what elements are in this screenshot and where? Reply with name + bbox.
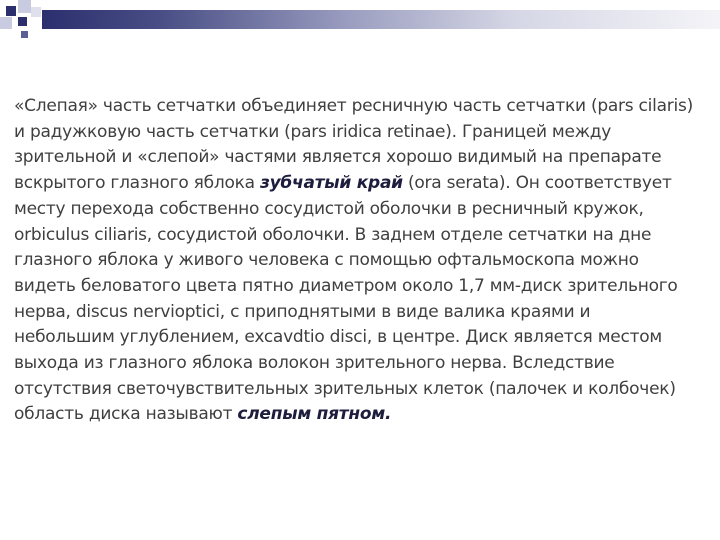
- header-gradient-bar: [42, 10, 720, 29]
- text-line: отсутствия светочувствительных зрительных клеток (палочек и колбочек): [14, 378, 676, 399]
- decor-square-light-3: [31, 7, 41, 17]
- text-line: [14, 171, 710, 197]
- text-segment: (ora serata). Он соответствует: [402, 173, 672, 194]
- decor-square-light-2: [0, 17, 12, 29]
- main-paragraph: [14, 94, 710, 428]
- decor-square-dark-1: [6, 6, 16, 16]
- text-line: [14, 402, 710, 428]
- text-line: «Слепая» часть сетчатки объединяет ресничную часть сетчатки (pars cilaris): [14, 96, 693, 116]
- text-line: orbiculus ciliaris, сосудистой оболочки. В заднем отделе сетчатки на дне: [14, 224, 652, 245]
- text-segment: вскрытого глазного яблока: [14, 173, 260, 194]
- text-segment: область диска называют: [14, 404, 238, 425]
- text-line: и радужковую часть сетчатки (pars iridica retinae). Границей между: [14, 121, 612, 142]
- decor-square-dark-3: [21, 31, 28, 38]
- header-decoration: [0, 0, 720, 40]
- text-line: месту перехода собственно сосудистой оболочки в ресничный кружок,: [14, 198, 644, 219]
- text-line: видеть беловатого цвета пятно диаметром около 1,7 мм-диск зрительного: [14, 275, 678, 296]
- text-line: нерва, discus nervioptici, с приподнятыми в виде валика краями и: [14, 301, 591, 322]
- text-line: зрительной и «слепой» частями является хорошо видимый на препарате: [14, 147, 662, 168]
- term-blind-spot: слепым пятном.: [237, 404, 392, 425]
- decor-square-light-1: [18, 0, 31, 13]
- text-line: выхода из глазного яблока волокон зрительного нерва. Вследствие: [14, 353, 615, 374]
- term-ora-serrata: зубчатый край: [259, 173, 403, 194]
- text-line: небольшим углублением, excavdtio disci, в центре. Диск является местом: [14, 327, 662, 348]
- decor-square-dark-2: [18, 17, 27, 26]
- text-line: глазного яблока у живого человека с помощью офтальмоскопа можно: [14, 250, 639, 271]
